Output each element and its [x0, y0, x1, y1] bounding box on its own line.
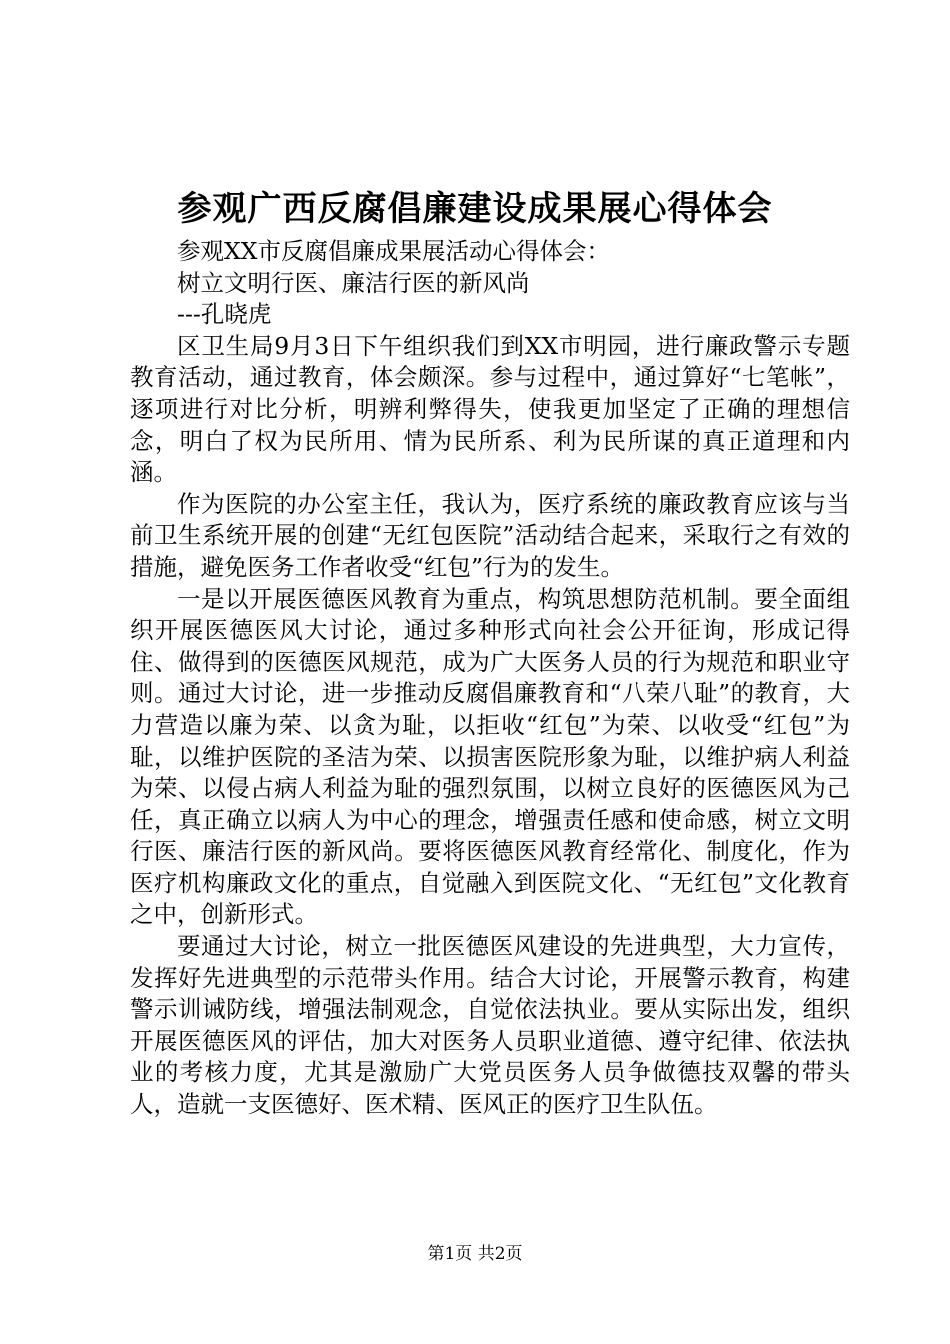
- document-body: [130, 236, 850, 1121]
- page-footer: 第1页 共2页: [427, 1244, 523, 1264]
- body-paragraph: 区卫生局9月3日下午组织我们到XX市明园，进行廉政警示专题教育活动，通过教育，体会颇深。参与过程中，通过算好“七笔帐”，逐项进行对比分析，明辨利弊得失，使我更加坚定了正确的理想信念，明白了权为民所用、情为民所系、利为民所谋的真正道理和内涵。: [130, 331, 850, 487]
- body-paragraph: 一是以开展医德医风教育为重点，构筑思想防范机制。要全面组织开展医德医风大讨论，通过多种形式向社会公开征询，形成记得住、做得到的医德医风规范，成为广大医务人员的行为规范和职业守则。通过大讨论，进一步推动反腐倡廉教育和“八荣八耻”的教育，大力营造以廉为荣、以贪为耻，以拒收“红包”为荣、以收受“红包”为耻，以维护医院的圣洁为荣、以损害医院形象为耻，以维护病人利益为荣、以侵占病人利益为耻的强烈氛围，以树立良好的医德医风为己任，真正确立以病人为中心的理念，增强责任感和使命感，树立文明行医、廉洁行医的新风尚。要将医德医风教育经常化、制度化，作为医疗机构廉政文化的重点，自觉融入到医院文化、“无红包”文化教育之中，创新形式。: [130, 584, 850, 929]
- author-line: ---孔晓虎: [177, 300, 272, 329]
- document-title: 参观广西反腐倡廉建设成果展心得体会: [177, 189, 773, 229]
- body-paragraph: 作为医院的办公室主任，我认为，医疗系统的廉政教育应该与当前卫生系统开展的创建“无红包医院”活动结合起来，采取行之有效的措施，避免医务工作者收受“红包”行为的发生。: [130, 489, 850, 581]
- body-paragraph: 要通过大讨论，树立一批医德医风建设的先进典型，大力宣传，发挥好先进典型的示范带头作用。结合大讨论，开展警示教育，构建警示训诫防线，增强法制观念，自觉依法执业。要从实际出发，组织开展医德医风的评估，加大对医务人员职业道德、遵守纪律、依法执业的考核力度，尤其是激励广大党员医务人员争做德技双馨的带头人，造就一支医德好、医术精、医风正的医疗卫生队伍。: [130, 932, 850, 1119]
- subtitle-line: 参观XX市反腐倡廉成果展活动心得体会：: [177, 237, 610, 265]
- subtitle-line: 树立文明行医、廉洁行医的新风尚: [177, 268, 530, 297]
